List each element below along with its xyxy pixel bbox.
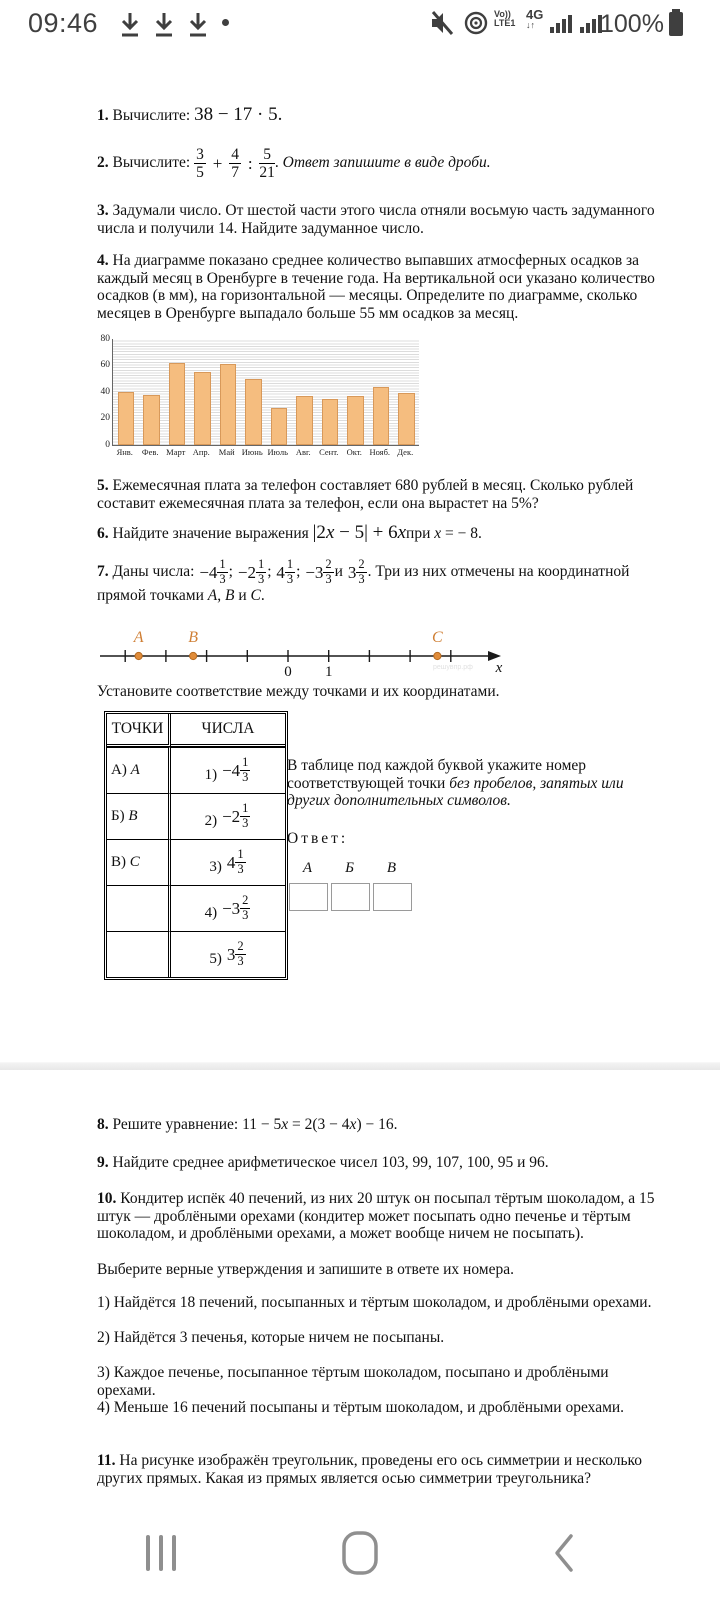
recents-icon <box>144 1533 178 1573</box>
problem-4 <box>97 252 667 322</box>
statement-1 <box>97 1294 667 1312</box>
y-tick-label: 20 <box>100 413 110 423</box>
answer-box-b[interactable] <box>331 883 370 911</box>
table-row: 4) −3 2 3 <box>107 885 285 931</box>
statement-number: 2) <box>97 1329 110 1346</box>
match-table <box>104 711 288 980</box>
x-tick-label: Авг. <box>295 447 311 457</box>
x-tick-label: Дек. <box>397 447 414 457</box>
table-note: В таблице под каждой буквой укажите номер соответствующей точки без пробелов, запятых или других дополнительных символов. <box>287 757 624 809</box>
problem-7: 7. Даны числа: −4 1 3 ; −2 1 3 ; 4 1 3 ; −3 2 3 и 3 2 3 . Три из них отмечены на координатной прямой точками A, B и C. <box>97 557 630 604</box>
svg-text:1: 1 <box>324 664 333 680</box>
mute-icon <box>428 9 456 37</box>
problem-text: Кондитер испёк 40 печений, из них 20 штук он посыпал тёртым шоколадом, а 15 штук — дроблёными орехами (кондитер может посыпать одно печенье и тёртым шоколадом, и дроблёными орехами, а может вообще ничем не посыпать). <box>97 1190 655 1242</box>
svg-text:0: 0 <box>284 664 292 680</box>
signal-icon <box>548 11 574 35</box>
answer-col-b-label: Б <box>345 860 354 876</box>
mixed-number: −3 2 3 <box>305 557 332 586</box>
battery-icon <box>666 8 686 38</box>
problem-number: 7. <box>97 562 109 580</box>
y-tick-label: 60 <box>100 360 110 370</box>
problem-number: 9. <box>97 1154 109 1171</box>
problem-6 <box>97 524 667 543</box>
fraction: $\frac{4}{7}$ <box>231 146 239 182</box>
table-header-points: ТОЧКИ <box>107 714 171 747</box>
statement-number: 4) <box>97 1399 110 1416</box>
table-row: Б) B 2) −2 1 3 <box>107 793 285 839</box>
number-line-point-C <box>434 652 441 659</box>
operator: + <box>212 153 223 173</box>
x-tick-label: Май <box>218 447 235 457</box>
problem-11 <box>97 1452 667 1487</box>
problem-text: Найдите значение выражения <box>112 525 309 542</box>
problem-5 <box>97 477 667 512</box>
x-tick-label: Янв. <box>116 447 133 457</box>
problem-1 <box>97 106 667 125</box>
operator: : <box>247 153 253 173</box>
problem-text: Даны числа: <box>112 562 195 580</box>
number-line-point-B <box>190 652 197 659</box>
x-tick-label: Нояб. <box>369 447 391 457</box>
fraction: $\frac{5}{21}$ <box>259 146 275 182</box>
table-row: А) A 1) −4 1 3 <box>107 747 285 793</box>
choose-statements-prompt: Выберите верные утверждения и запишите в ответе их номера. <box>97 1261 514 1278</box>
x-tick-label: Окт. <box>346 447 362 457</box>
statement-number: 3) <box>97 1364 110 1381</box>
notification-dot-icon <box>222 19 229 26</box>
chart-bar <box>347 396 364 445</box>
x-tick-label: Сент. <box>319 447 339 457</box>
statement-3 <box>97 1364 667 1399</box>
problem-text: Задумали число. От шестой части этого числа отняли восьмую часть задуманного числа и получили 14. Найдите задуманное число. <box>97 202 655 237</box>
x-tick-label: Фев. <box>141 447 159 457</box>
chart-plot-area <box>112 339 419 446</box>
chart-bar <box>271 408 288 445</box>
download-icon <box>118 9 142 41</box>
chart-bar <box>322 399 339 445</box>
problem-8: 8. Решите уравнение: 11 − 5x = 2(3 − 4x) − 16. <box>97 1116 398 1133</box>
mixed-number: −2 1 3 <box>237 557 265 586</box>
problem-text: На диаграмме показано среднее количество выпавших атмосферных осадков за каждый месяц в Оренбурге в течение года. На вертикальной оси указано количество осадков (в мм), на горизонтальной — месяцы. Определите по диаграмме, сколько месяцев в Оренбурге выпадало больше 55 мм осадков за месяц. <box>97 252 655 322</box>
chart-bar <box>118 392 135 445</box>
mixed-number: 3 2 3 <box>347 557 365 586</box>
mixed-number: −4 1 3 <box>199 557 226 586</box>
problem-number: 3. <box>97 202 109 219</box>
problem-number: 4. <box>97 252 109 269</box>
answer-box-v[interactable] <box>373 883 412 911</box>
statement-number: 1) <box>97 1294 110 1311</box>
volte-indicator: Vo)) LTE1 <box>494 9 516 28</box>
number-line-point-A <box>135 652 142 659</box>
answer-col-a-label: А <box>302 860 313 876</box>
chart-bar <box>220 364 237 445</box>
page-separator <box>0 1062 720 1070</box>
problem-number: 11. <box>97 1452 116 1469</box>
problem-number: 1. <box>97 107 109 124</box>
problem-text: Найдите среднее арифметическое чисел 103, 99, 107, 100, 95 и 96. <box>112 1154 549 1171</box>
mixed-number: 4 1 3 <box>276 557 294 586</box>
chart-bar <box>296 396 313 445</box>
y-tick-label: 80 <box>100 333 110 344</box>
problem-number: 6. <box>97 525 109 542</box>
statement-text: Найдётся 18 печений, посыпанных и тёртым шоколадом, и дроблёными орехами. <box>113 1294 652 1311</box>
chart-bar <box>143 395 160 445</box>
answer-box-a[interactable] <box>289 883 328 911</box>
table-header-numbers: ЧИСЛА <box>171 714 285 747</box>
problem-number: 8. <box>97 1116 109 1133</box>
problem-number: 5. <box>97 477 109 494</box>
table-row: В) C 3) 4 1 3 <box>107 839 285 885</box>
recents-button[interactable] <box>121 1513 201 1593</box>
svg-text:A: A <box>133 629 144 646</box>
chart-bar <box>373 387 390 445</box>
problem-text: Вычислите: <box>112 107 191 124</box>
x-tick-label: Июль <box>267 447 288 457</box>
chart-bar <box>398 393 415 445</box>
back-button[interactable] <box>524 1513 604 1593</box>
problem-text: На рисунке изображён треугольник, проведены его ось симметрии и несколько других прямых. Какая из прямых является осью симметрии треугольника? <box>97 1452 643 1487</box>
statement-2 <box>97 1329 667 1347</box>
y-tick-label: 0 <box>105 439 110 450</box>
problem-2: 2. Вычислите: $\frac{3}{5}$ + $\frac{4}{7}$ : $\frac{5}{21}$ . Ответ запишите в виде дроби. <box>97 146 491 182</box>
problem-number: 10. <box>97 1190 117 1207</box>
chart-bar <box>169 363 186 445</box>
download-icon <box>186 9 210 41</box>
statement-text: Каждое печенье, посыпанное тёртым шоколадом, посыпано и дроблёными орехами. <box>97 1364 609 1399</box>
download-icon <box>152 9 176 41</box>
watermark: решувпр.рф <box>433 664 473 671</box>
x-tick-label: Июнь <box>241 447 263 457</box>
problem-10 <box>97 1190 667 1243</box>
problem-text: Три из них отмечены на координатной прямой точками <box>97 562 630 604</box>
svg-text:C: C <box>432 629 443 646</box>
problem-text: Ежемесячная плата за телефон составляет 680 рублей в месяц. Сколько рублей составит ежемесячная плата за телефон, если она вырастет на 5%? <box>97 477 634 512</box>
precipitation-bar-chart <box>95 333 435 461</box>
svg-text:x: x <box>495 660 503 676</box>
network-4g-indicator: 4G ↓↑ <box>526 7 544 30</box>
problem-number: 2. <box>97 154 109 172</box>
chart-bar <box>194 372 211 445</box>
x-tick-label: Март <box>166 447 186 457</box>
home-icon <box>341 1531 379 1575</box>
data-saver-icon <box>462 9 490 37</box>
math-expression: 38 − 17 · 5. <box>194 104 283 125</box>
condition: при x = − 8. <box>406 525 482 542</box>
problem-9 <box>97 1154 667 1172</box>
table-row: 5) 3 2 3 <box>107 931 285 977</box>
problem-text: Решите уравнение: 11 − 5 <box>112 1116 282 1133</box>
home-button[interactable] <box>320 1513 400 1593</box>
battery-percent: 100% <box>600 10 664 38</box>
x-tick-label: Апр. <box>192 447 210 457</box>
svg-text:B: B <box>188 629 199 646</box>
problem-text: Вычислите: <box>112 154 191 172</box>
statement-text: Найдётся 3 печенья, которые ничем не посыпаны. <box>113 1329 445 1346</box>
answer-format-note: Ответ запишите в виде дроби. <box>282 154 491 172</box>
statement-4 <box>97 1399 667 1417</box>
answer-col-v-label: В <box>386 860 397 876</box>
statement-text: Меньше 16 печений посыпаны и тёртым шоколадом, и дроблёными орехами. <box>113 1399 625 1416</box>
status-bar <box>0 0 720 50</box>
android-nav-bar <box>0 1505 720 1600</box>
match-instruction: Установите соответствие между точками и их координатами. <box>97 683 500 700</box>
problem-3 <box>97 202 667 237</box>
fraction: $\frac{3}{5}$ <box>196 146 204 182</box>
answer-label: Ответ: <box>287 830 349 847</box>
chart-bar <box>245 379 262 445</box>
y-tick-label: 40 <box>100 386 110 397</box>
number-line-figure <box>95 626 507 682</box>
clock: 09:46 <box>28 8 99 38</box>
back-chevron-icon <box>552 1533 576 1573</box>
math-expression: |2x − 5| + 6x <box>312 522 407 543</box>
